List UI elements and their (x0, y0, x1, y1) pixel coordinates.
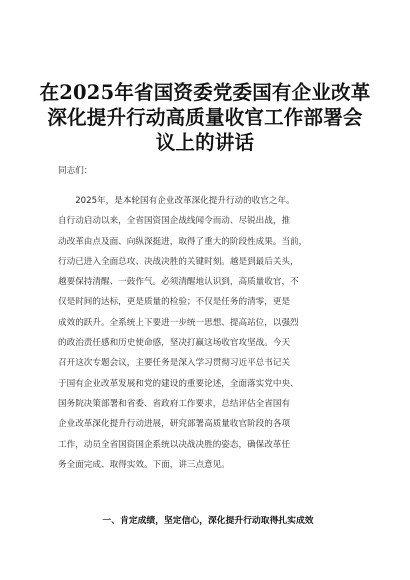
paragraph-line: 企业改革深化提升行动进展，研究部署高质量收官阶段的各项 (58, 419, 291, 430)
title-line: 议上的讲话 (155, 131, 255, 154)
paragraph-line: 仅是时间的达标，更是质量的检验；不仅是任务的清零，更是 (58, 297, 291, 308)
paragraph-line: 行动已进入全面总攻、决战决胜的关键时刻。越是到最后关头， (58, 256, 299, 267)
document-body (58, 161, 358, 475)
paragraph-line: 国务院决策部署和省委、省政府工作要求，总结评估全省国有 (58, 398, 291, 409)
paragraph-line: 动改革由点及面、向纵深挺进，取得了重大的阶段性成果。当前， (58, 236, 308, 247)
opening-paragraph (58, 191, 358, 475)
paragraph-line: 的政治责任感和历史使命感，坚决打赢这场收官攻坚战。今天 (58, 338, 291, 349)
title-line: 在2025年省国资委党委国有企业改革 (39, 81, 371, 104)
section-heading: 一、肯定成绩，坚定信心，深化提升行动取得扎实成效 (102, 516, 314, 526)
salutation: 同志们： (58, 166, 93, 176)
paragraph-line: 越要保持清醒、一鼓作气。必须清醒地认识到，高质量收官，不 (58, 277, 299, 288)
paragraph-line: 召开这次专题会议，主要任务是深入学习贯彻习近平总书记关 (58, 358, 291, 369)
paragraph-line: 务全面完成、取得实效。下面，讲三点意见。 (58, 459, 230, 470)
paragraph-line: 自行动启动以来，全省国资国企战线闻令而动、尽锐出战，推 (58, 216, 291, 227)
paragraph-line: 2025年，是本轮国有企业改革深化提升行动的收官之年。 (58, 196, 295, 206)
document-title (28, 80, 382, 155)
paragraph-line: 工作，动员全省国资国企系统以决战决胜的姿态，确保改革任 (58, 439, 291, 450)
paragraph-line: 于国有企业改革发展和党的建设的重要论述，全面落实党中央、 (58, 378, 299, 389)
title-line: 深化提升行动高质量收官工作部署会 (47, 106, 363, 129)
paragraph-line: 成效的跃升。全系统上下要进一步统一思想、提高站位，以强烈 (58, 317, 299, 328)
